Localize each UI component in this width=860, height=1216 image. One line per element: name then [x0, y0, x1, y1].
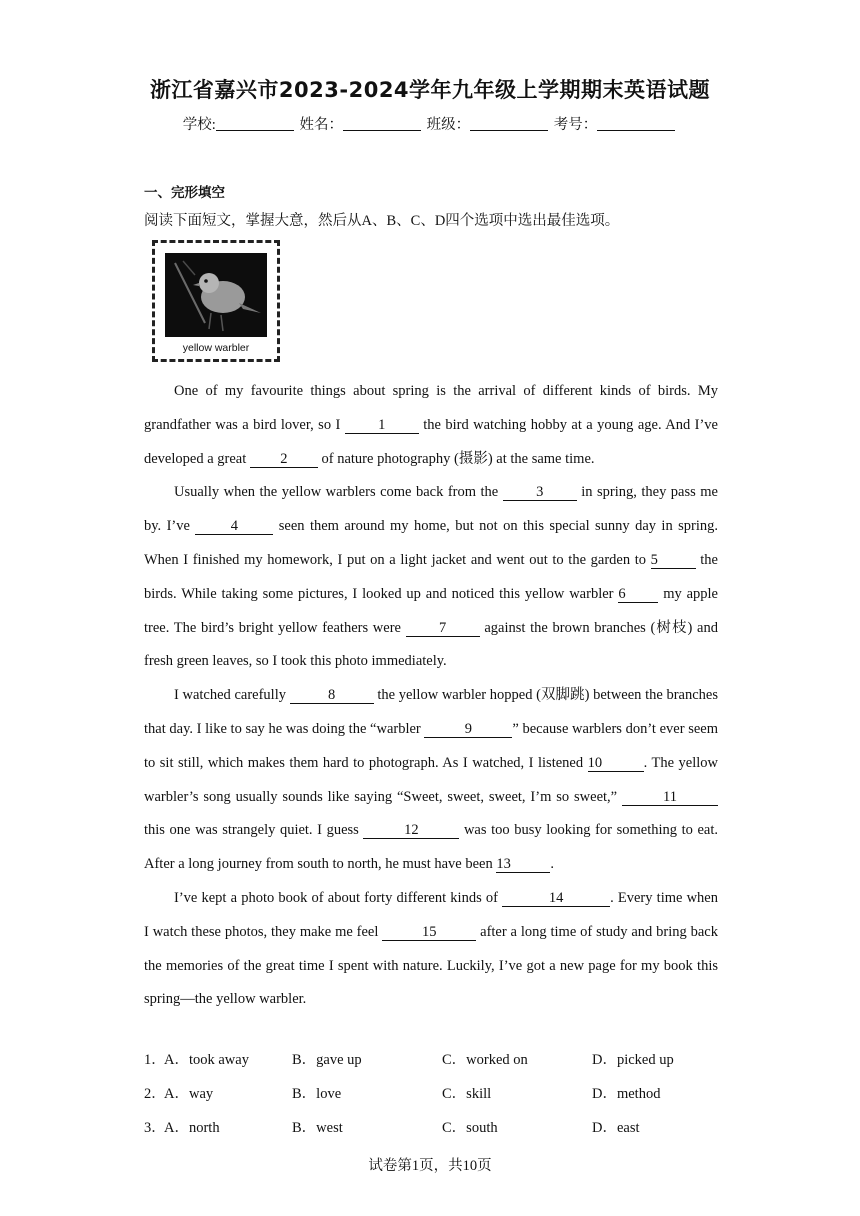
passage-text: of nature photography (摄影) at the same time.	[317, 450, 595, 467]
reading-passage	[144, 375, 718, 1017]
question-number: 2．	[144, 1086, 166, 1102]
blank-7: 7	[406, 620, 480, 637]
passage-text: was too busy looking for something to eat. After a long journey from south to north, he must have been	[144, 822, 718, 873]
option-c: C．worked on	[442, 1052, 528, 1068]
blank-10: 10	[588, 755, 644, 772]
blank-6: 6	[618, 586, 658, 603]
school-blank	[216, 116, 294, 131]
passage-text: my apple tree. The bird’s bright yellow feathers were	[144, 585, 718, 636]
blank-3: 3	[503, 484, 577, 501]
paragraph-3	[144, 679, 718, 882]
exam-number-blank	[597, 116, 675, 131]
blank-8: 8	[290, 687, 374, 704]
name-blank	[343, 116, 421, 131]
passage-text: the bird watching hobby at a young age. And I’ve developed a great	[144, 416, 718, 467]
school-label: 学校:	[182, 117, 216, 133]
student-info-line	[0, 113, 860, 134]
section-instruction: 阅读下面短文，掌握大意，然后从A、B、C、D四个选项中选出最佳选项。	[144, 213, 620, 229]
passage-text: the yellow warbler hopped (双脚跳) between the branches that day. I like to say he was doing the “warbler	[144, 687, 718, 737]
passage-text: One of my favourite things about spring is the arrival of different kinds of birds. My grandfather was a bird lover, so I	[144, 383, 718, 433]
passage-text: ” because warblers don’t ever seem to sit still, which makes them hard to photograph. As I watched, I listened	[144, 720, 718, 771]
bird-photo	[165, 253, 267, 337]
passage-text: the birds. While taking some pictures, I looked up and noticed this yellow warbler	[144, 551, 718, 602]
bird-photo-frame	[152, 240, 280, 362]
option-a: A．took away	[164, 1052, 249, 1068]
passage-text: . Every time when I watch these photos, they make me feel	[144, 889, 718, 940]
photo-caption: yellow warbler	[182, 342, 250, 354]
option-d: D．method	[592, 1086, 661, 1102]
section-heading: 一、完形填空	[144, 185, 225, 201]
blank-15: 15	[382, 924, 476, 941]
paragraph-1	[144, 375, 718, 476]
option-a: A．north	[164, 1120, 220, 1136]
passage-text: .	[550, 856, 554, 873]
option-c: C．south	[442, 1120, 498, 1136]
passage-text: . The yellow warbler’s song usually sounds like saying “Sweet, sweet, sweet, I’m so sweet,”	[144, 754, 718, 805]
blank-13: 13	[496, 856, 550, 873]
passage-text: against the brown branches (树枝) and fresh green leaves, so I took this photo immediately.	[144, 619, 718, 670]
blank-14: 14	[502, 890, 610, 907]
paragraph-2	[144, 476, 718, 679]
passage-text: I watched carefully	[174, 687, 290, 704]
passage-text: after a long time of study and bring back the memories of the great time I spent with nature. Luckily, I’ve got a new page for my book this spring—the yellow warbler.	[144, 923, 718, 1008]
option-a: A．way	[164, 1086, 214, 1102]
exam-title: 浙江省嘉兴市2023-2024学年九年级上学期期末英语试题	[149, 78, 711, 102]
class-label: 班级：	[426, 117, 471, 133]
name-label: 姓名：	[299, 117, 343, 133]
blank-11: 11	[622, 789, 718, 806]
question-number: 1．	[144, 1052, 166, 1068]
passage-text: this one was strangely quiet. I guess	[144, 822, 364, 839]
question-number: 3．	[144, 1120, 166, 1136]
blank-9: 9	[424, 721, 512, 738]
passage-text: in spring, they pass me by. I’ve	[144, 484, 718, 535]
option-c: C．skill	[442, 1086, 492, 1102]
blank-1: 1	[345, 417, 419, 434]
passage-text: Usually when the yellow warblers come back from the	[174, 484, 503, 501]
exam-number-label: 考号：	[553, 117, 598, 133]
passage-text: I’ve kept a photo book of about forty different kinds of	[174, 889, 503, 906]
paragraph-4	[144, 882, 718, 1017]
blank-5: 5	[651, 552, 696, 569]
blank-2: 2	[250, 451, 318, 468]
option-b: B．gave up	[292, 1052, 362, 1068]
page-footer: 试卷第1页，共10页	[368, 1158, 492, 1174]
yellow-warbler-image-icon	[165, 253, 267, 337]
passage-text: seen them around my home, but not on this special sunny day in spring. When I finished my homework, I put on a light jacket and went out to the garden to	[144, 518, 719, 568]
class-blank	[470, 116, 548, 131]
blank-4: 4	[195, 518, 273, 535]
option-b: B．west	[292, 1120, 343, 1136]
option-d: D．picked up	[592, 1052, 674, 1068]
option-b: B．love	[292, 1086, 342, 1102]
option-d: D．east	[592, 1120, 640, 1136]
blank-12: 12	[363, 822, 459, 839]
